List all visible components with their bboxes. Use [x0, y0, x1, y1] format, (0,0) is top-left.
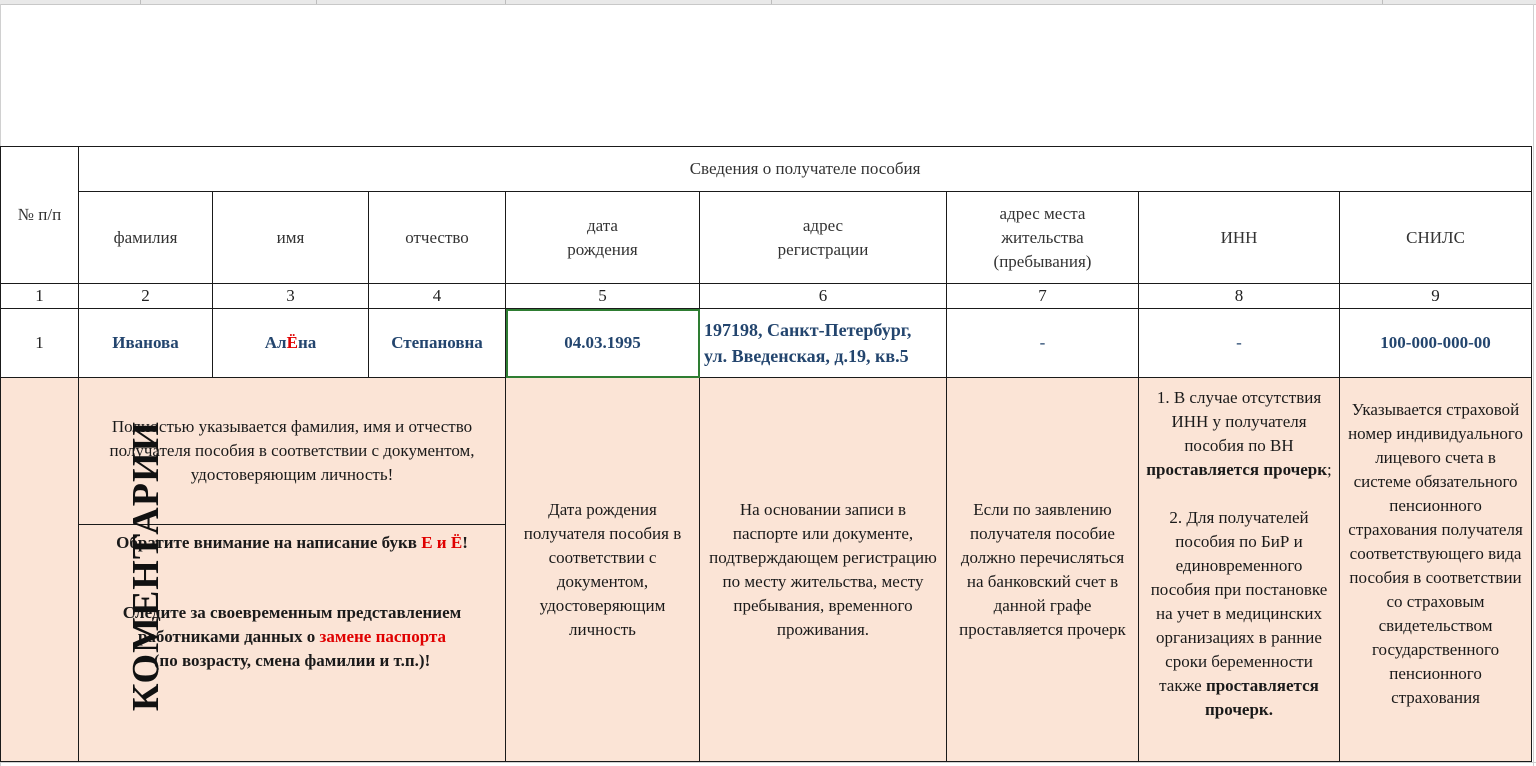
inn-dash-emphasis: проставляется прочерк: [1146, 460, 1328, 479]
inn-also: также: [1159, 676, 1206, 695]
snils-comment-line: страхования: [1391, 688, 1481, 707]
header-reg-l2: регистрации: [777, 239, 869, 259]
snils-comment-line: соответствующего вида: [1349, 544, 1522, 563]
residence-comment-line: получателя пособие: [970, 523, 1115, 543]
residence-address-cell[interactable]: -: [947, 309, 1139, 378]
column-number[interactable]: 3: [213, 284, 369, 309]
header-row-number[interactable]: [1, 147, 79, 284]
residence-comment-line: данной графе: [993, 595, 1092, 615]
passport-watch-line: Следите за своевременным представлением: [122, 603, 462, 622]
address-comment-line: по месту жительства, месту: [722, 571, 924, 591]
residence-comment-line: Если по заявлению: [973, 499, 1112, 519]
name-letter-yo: Ё: [286, 333, 298, 352]
registration-address-cell[interactable]: [700, 309, 947, 378]
residence-comment-line: на банковский счет в: [966, 571, 1119, 591]
inn-comment-line: 1. В случае отсутствия: [1156, 388, 1322, 407]
residence-comment-line: проставляется прочерк: [959, 619, 1126, 639]
snils-comment-line: номер индивидуального: [1348, 424, 1523, 443]
inn-comment-line: сроки беременности: [1165, 652, 1313, 671]
fio-comment-line: получателя пособия в соответствии с документом,: [109, 441, 475, 460]
header-birth-date[interactable]: [506, 192, 700, 284]
address-comment-line: На основании записи в: [739, 499, 907, 519]
snils-comment-line: пенсионного: [1389, 664, 1482, 683]
column-divider: [505, 0, 506, 4]
header-res-l2: жительства: [1001, 227, 1084, 247]
address-comment-line: подтверждающем регистрацию: [709, 547, 937, 567]
header-birth-date-l2: рождения: [567, 239, 638, 259]
header-patronymic[interactable]: отчество: [369, 192, 506, 284]
inn-comment-cell[interactable]: [1139, 378, 1340, 762]
column-divider: [771, 0, 772, 4]
column-number[interactable]: 7: [947, 284, 1139, 309]
column-header-strip: [0, 0, 1536, 5]
inn-cell[interactable]: -: [1139, 309, 1340, 378]
column-number[interactable]: 9: [1340, 284, 1532, 309]
inn-comment-spacer: [1139, 482, 1339, 506]
snils-comment-line: свидетельством: [1378, 616, 1493, 635]
address-comment-line: паспорте или документе,: [732, 523, 914, 543]
inn-comment-line: ИНН у получателя: [1171, 412, 1307, 431]
column-number[interactable]: 4: [369, 284, 506, 309]
patronymic-cell[interactable]: Степановна: [369, 309, 506, 378]
inn-comment-line: организациях в ранние: [1156, 628, 1322, 647]
header-snils[interactable]: СНИЛС: [1340, 192, 1532, 284]
column-number[interactable]: 2: [79, 284, 213, 309]
birth-comment-line: документом,: [556, 571, 649, 591]
inn-emphasis: прочерк.: [1205, 700, 1273, 719]
fio-comment-line: Полностью указывается фамилия, имя и отчество: [111, 417, 473, 436]
header-registration-address[interactable]: [700, 192, 947, 284]
column-divider: [1382, 0, 1383, 4]
address-comment-line: проживания.: [776, 619, 870, 639]
header-res-l1: адрес места: [999, 203, 1086, 223]
inn-comment-line: [1139, 698, 1339, 722]
inn-comment-line: 2. Для получателей: [1169, 508, 1309, 527]
birth-comment-line: удостоверяющим: [539, 595, 666, 615]
comments-title: КОМЕНТАРИИ: [125, 420, 168, 712]
name-cell[interactable]: [213, 309, 369, 378]
snils-comment-line: пособия в соответствии: [1349, 568, 1522, 587]
birth-comment-line: личность: [569, 619, 636, 639]
header-reg-l1: адрес: [802, 215, 844, 235]
sheet-bottom-line: [0, 762, 1536, 763]
inn-comment-line: [1139, 674, 1339, 698]
birth-comment-line: соответствии с: [548, 547, 657, 567]
attention-exclamation: !: [462, 533, 468, 552]
inn-semicolon: ;: [1327, 460, 1332, 479]
snils-comment-line: государственного: [1371, 640, 1500, 659]
header-surname[interactable]: фамилия: [79, 192, 213, 284]
fio-comment-line: удостоверяющим личность!: [190, 465, 394, 484]
birth-date-comment-cell[interactable]: [506, 378, 700, 762]
inn-comment-line: пособия при постановке: [1150, 580, 1328, 599]
header-inn[interactable]: ИНН: [1139, 192, 1340, 284]
benefit-recipient-table: [0, 146, 1532, 762]
passport-watch-line: (по возрасту, смена фамилии и т.п.)!: [153, 651, 431, 670]
inn-comment-line: пособия по ВН: [1184, 436, 1294, 455]
residence-comment-cell[interactable]: [947, 378, 1139, 762]
name-part-b: на: [297, 333, 317, 352]
birth-date-cell[interactable]: 04.03.1995: [506, 309, 700, 378]
column-number[interactable]: 6: [700, 284, 947, 309]
address-line-2: ул. Введенская, д.19, кв.5: [704, 346, 909, 366]
attention-letters: Е и Ё: [421, 533, 463, 552]
passport-watch-text: работниками данных о: [137, 627, 320, 646]
header-res-l3: (пребывания): [993, 251, 1092, 271]
header-group-title[interactable]: Сведения о получателе пособия: [79, 147, 1532, 192]
header-residence-address[interactable]: [947, 192, 1139, 284]
inn-emphasis: проставляется: [1205, 676, 1319, 695]
snils-cell[interactable]: 100-000-000-00: [1340, 309, 1532, 378]
surname-cell[interactable]: Иванова: [79, 309, 213, 378]
snils-comment-cell[interactable]: [1340, 378, 1532, 762]
snils-comment-line: Указывается страховой: [1351, 400, 1520, 419]
column-divider: [316, 0, 317, 4]
attention-text: Обратите внимание на написание букв: [116, 533, 422, 552]
snils-comment-line: системе обязательного: [1353, 472, 1518, 491]
column-number[interactable]: 1: [1, 284, 79, 309]
name-part-a: Ал: [264, 333, 287, 352]
column-number[interactable]: 8: [1139, 284, 1340, 309]
inn-comment-line: пособия по БиР и: [1175, 532, 1303, 551]
snils-comment-line: страхования получателя: [1348, 520, 1523, 539]
address-line-1: 197198, Санкт-Петербург,: [704, 320, 912, 340]
row-number-cell[interactable]: 1: [1, 309, 79, 378]
snils-comment-line: лицевого счета в: [1375, 448, 1496, 467]
inn-comment-line: единовременного: [1175, 556, 1303, 575]
header-name[interactable]: имя: [213, 192, 369, 284]
inn-comment-line: на учет в медицинских: [1156, 604, 1322, 623]
comments-title-cell[interactable]: [1, 378, 168, 762]
residence-comment-line: должно перечисляться: [960, 547, 1125, 567]
snils-comment-line: со страховым: [1386, 592, 1485, 611]
birth-comment-line: Дата рождения: [548, 499, 657, 519]
birth-comment-line: получателя пособия в: [523, 523, 682, 543]
header-row-number-label: № п/п: [17, 205, 62, 224]
header-birth-date-l1: дата: [587, 215, 618, 235]
inn-comment-line: [1139, 458, 1339, 482]
sheet-right-edge: [1533, 4, 1534, 766]
snils-comment-line: пенсионного: [1389, 496, 1482, 515]
registration-comment-cell[interactable]: [700, 378, 947, 762]
column-divider: [140, 0, 141, 4]
address-comment-line: пребывания, временного: [733, 595, 913, 615]
passport-replacement: замене паспорта: [319, 627, 447, 646]
column-number[interactable]: 5: [506, 284, 700, 309]
